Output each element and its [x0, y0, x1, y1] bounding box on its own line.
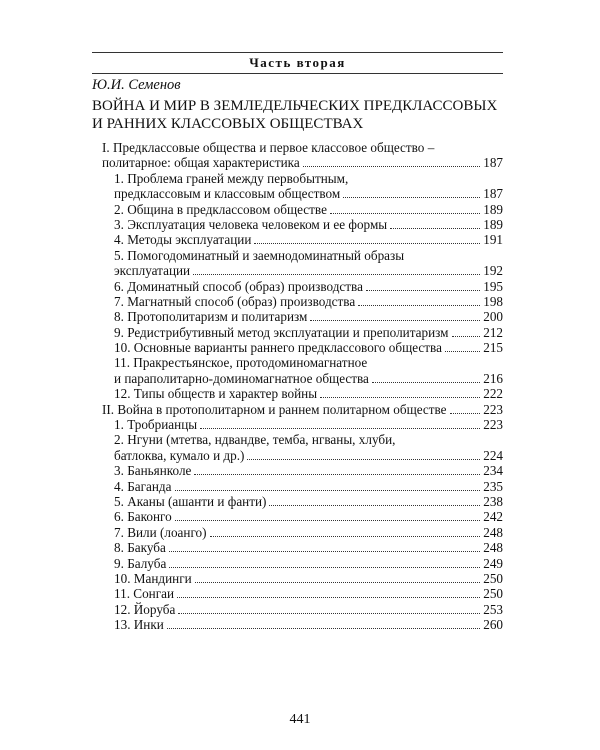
toc-entry-title: 4. Методы эксплуатации — [114, 232, 252, 248]
toc-entry — [92, 140, 503, 155]
toc-entry-page: 238 — [483, 493, 503, 509]
toc-entry — [92, 402, 503, 417]
toc-entry-title: 9. Редистрибутивный метод эксплуатации и преполитаризм — [114, 324, 449, 340]
toc-entry — [92, 263, 503, 278]
toc-entry-page: 253 — [483, 601, 503, 617]
toc-entry-page: 215 — [483, 340, 503, 356]
toc-entry-title: 3. Эксплуатация человека человеком и ее формы — [114, 216, 388, 232]
toc-entry-page: 189 — [483, 216, 503, 232]
toc-entry-page: 235 — [483, 478, 503, 494]
toc-entry — [92, 248, 503, 263]
toc-entry — [92, 371, 503, 386]
toc-leader-dots — [175, 481, 481, 491]
toc-entry-page: 248 — [483, 540, 503, 556]
toc-leader-dots — [320, 388, 480, 398]
toc-entry-page: 195 — [483, 278, 503, 294]
part-title: Часть вторая — [249, 55, 346, 70]
toc-entry-page: 223 — [483, 401, 503, 417]
toc-entry-page: 222 — [483, 386, 503, 402]
toc-entry-title: 6. Доминатный способ (образ) производства — [114, 278, 363, 294]
toc-entry-title: 5. Аканы (ашанти и фанти) — [114, 493, 267, 509]
toc-entry-title: II. Война в протополитарном и раннем политарном обществе — [102, 401, 447, 417]
toc-entry — [92, 617, 503, 632]
toc-entry — [92, 432, 503, 447]
toc-leader-dots — [167, 619, 480, 629]
toc-entry-page: 250 — [483, 586, 503, 602]
toc-entry-page: 192 — [483, 263, 503, 279]
toc-entry-title: 8. Бакуба — [114, 540, 166, 556]
toc-entry-title: 13. Инки — [114, 617, 164, 633]
toc-entry — [92, 556, 503, 571]
toc-entry-title: 12. Йоруба — [114, 601, 176, 617]
toc-entry-page: 187 — [483, 186, 503, 202]
toc-entry — [92, 586, 503, 601]
toc-entry — [92, 340, 503, 355]
toc-entry-title: 4. Баганда — [114, 478, 172, 494]
toc-leader-dots — [194, 465, 480, 475]
toc-entry-title: 7. Магнатный способ (образ) производства — [114, 293, 356, 309]
toc-entry-title: 2. Община в предклассовом обществе — [114, 201, 327, 217]
toc-entry-title: 8. Протополитаризм и политаризм — [114, 309, 308, 325]
toc-entry — [92, 217, 503, 232]
toc-entry-page: 249 — [483, 555, 503, 571]
toc-entry-page: 234 — [483, 463, 503, 479]
toc-leader-dots — [169, 558, 480, 568]
toc-entry-title: 10. Основные варианты раннего предклассового общества — [114, 340, 442, 356]
toc-entry — [92, 279, 503, 294]
toc-entry-page: 248 — [483, 524, 503, 540]
toc-entry — [92, 355, 503, 370]
toc-leader-dots — [310, 311, 480, 321]
author-name: Ю.И. Семенов — [92, 77, 181, 93]
toc-entry — [92, 571, 503, 586]
toc-entry — [92, 325, 503, 340]
toc-entry-page: 224 — [483, 447, 503, 463]
toc-leader-dots — [330, 204, 480, 214]
toc-entry — [92, 386, 503, 401]
toc-entry — [92, 417, 503, 432]
toc-entry — [92, 463, 503, 478]
toc-leader-dots — [200, 419, 480, 429]
toc-leader-dots — [269, 496, 480, 506]
toc-leader-dots — [452, 327, 481, 337]
toc-leader-dots — [210, 527, 481, 537]
toc-entry — [92, 540, 503, 555]
toc-entry-title: I. Предклассовые общества и первое классовое общество – — [102, 140, 435, 155]
toc-entry-page: 216 — [483, 370, 503, 386]
toc-entry-title: 5. Помогодоминатный и заемнодоминатный образы — [114, 247, 405, 263]
toc-leader-dots — [193, 265, 480, 275]
page-number: 441 — [289, 712, 311, 727]
toc-entry-page: 242 — [483, 509, 503, 525]
toc-entry — [92, 509, 503, 524]
header-rule-bottom — [92, 73, 503, 74]
toc-entry-title: предклассовым и классовым обществом — [114, 186, 341, 202]
toc-entry — [92, 602, 503, 617]
toc-leader-dots — [450, 404, 481, 414]
toc-entry-title: 9. Балуба — [114, 555, 167, 571]
toc-entry-title: 3. Баньянколе — [114, 463, 192, 479]
toc-entry — [92, 525, 503, 540]
toc-entry-title: 1. Проблема граней между первобытным, — [114, 170, 349, 186]
toc-entry-title: 1. Тробрианцы — [114, 417, 198, 433]
toc-entry — [92, 232, 503, 247]
toc-entry-title: и параполитарно-доминомагнатное общества — [114, 370, 369, 386]
toc-entry-page: 260 — [483, 617, 503, 633]
toc-entry-page: 198 — [483, 293, 503, 309]
toc-entry — [92, 155, 503, 170]
toc-leader-dots — [390, 219, 480, 229]
toc-entry-title: 11. Сонгаи — [114, 586, 175, 602]
toc-leader-dots — [175, 511, 481, 521]
toc-entry-title: 2. Нгуни (мтетва, ндвандве, темба, нгваны, хлуби, — [114, 432, 396, 448]
toc-entry-page: 250 — [483, 570, 503, 586]
toc-entry-page: 187 — [483, 155, 503, 171]
toc-leader-dots — [445, 342, 480, 352]
toc-entry-title: политарное: общая характеристика — [102, 155, 300, 171]
toc-leader-dots — [358, 296, 480, 306]
table-of-contents — [92, 140, 503, 633]
toc-entry — [92, 494, 503, 509]
toc-entry — [92, 309, 503, 324]
toc-leader-dots — [303, 157, 480, 167]
toc-leader-dots — [254, 234, 480, 244]
toc-entry-page: 189 — [483, 201, 503, 217]
toc-entry — [92, 294, 503, 309]
toc-leader-dots — [177, 588, 480, 598]
toc-entry-page: 191 — [483, 232, 503, 248]
toc-entry — [92, 479, 503, 494]
toc-leader-dots — [178, 604, 480, 614]
toc-entry — [92, 202, 503, 217]
toc-entry-page: 200 — [483, 309, 503, 325]
toc-entry — [92, 171, 503, 186]
toc-entry-title: 10. Мандинги — [114, 570, 192, 586]
toc-entry-title: 6. Баконго — [114, 509, 172, 525]
toc-leader-dots — [372, 373, 480, 383]
toc-leader-dots — [366, 281, 480, 291]
section-heading-line-1: ВОЙНА И МИР В ЗЕМЛЕДЕЛЬЧЕСКИХ ПРЕДКЛАССОВЫХ — [92, 98, 498, 114]
toc-entry-page: 223 — [483, 417, 503, 433]
section-heading-line-2: И РАННИХ КЛАССОВЫХ ОБЩЕСТВАХ — [92, 116, 364, 132]
toc-entry-title: 11. Пракрестьянское, протодоминомагнатное — [114, 355, 368, 371]
toc-entry-title: эксплуатации — [114, 263, 191, 279]
toc-leader-dots — [247, 450, 480, 460]
toc-leader-dots — [343, 188, 480, 198]
toc-entry — [92, 448, 503, 463]
toc-entry-page: 212 — [483, 324, 503, 340]
toc-leader-dots — [195, 573, 481, 583]
toc-entry-title: 12. Типы обществ и характер войны — [114, 386, 318, 402]
toc-leader-dots — [169, 542, 480, 552]
toc-entry-title: батлоква, кумало и др.) — [114, 447, 245, 463]
toc-entry — [92, 186, 503, 201]
toc-entry-title: 7. Вили (лоанго) — [114, 524, 207, 540]
